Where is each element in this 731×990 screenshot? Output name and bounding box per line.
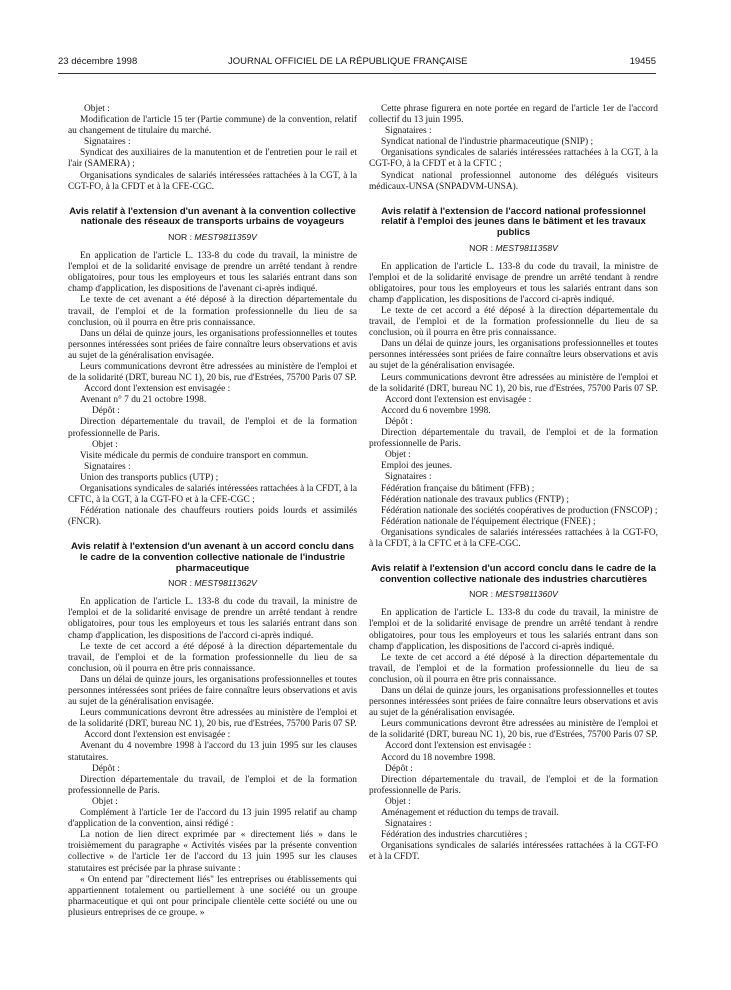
field-label: Dépôt :: [92, 406, 120, 417]
nor-reference: NOR : MEST9811359V: [168, 231, 257, 242]
field-label: Dépôt :: [92, 763, 120, 774]
intro-block: [68, 104, 357, 193]
paragraph: Leurs communications devront être adressées au ministère de l'emploi et de la solidarité (DRT, bureau NC 1), 20 bis, rue d'Estrées, 75700 Paris 07 SP.: [68, 361, 357, 384]
paragraph: Avenant n° 7 du 21 octobre 1998.: [80, 395, 207, 406]
field-label: Signataires :: [84, 137, 131, 148]
notice-body: [369, 608, 658, 863]
nor-reference: NOR : MEST9811360V: [469, 589, 558, 600]
paragraph: Le texte de cet avenant a été déposé à la direction départementale du travail, de l'emploi et de la formation professionnelle du lieu de sa conclusion, où il pourra en être pris connaissance.: [68, 295, 357, 328]
paragraph: Dans un délai de quinze jours, les organisations professionnelles et toutes personnes intéressées sont priées de faire connaître leurs observations et avis au sujet de la généralisation envisagée.: [369, 339, 658, 372]
field-label: Objet :: [92, 796, 118, 807]
paragraph: Fédération française du bâtiment (FFB) ;: [381, 483, 535, 494]
page-number: 19455: [629, 56, 656, 67]
paragraph: Dans un délai de quinze jours, les organisations professionnelles et toutes personnes intéressées sont priées de faire connaître leurs observations et avis au sujet de la généralisation envisagée.: [68, 674, 357, 708]
field-label: Signataires :: [385, 819, 432, 830]
paragraph: Cette phrase figurera en note portée en regard de l'article 1er de l'accord collectif du 13 juin 1995.: [369, 104, 658, 126]
field-label: Signataires :: [385, 472, 432, 483]
paragraph: Direction départementale du travail, de l'emploi et de la formation professionnelle de Paris.: [68, 774, 357, 796]
notice-title: Avis relatif à l'extension d'un avenant à la convention collective nationale des réseaux de transports urbains de voyageurs: [69, 205, 356, 228]
notice-body: [369, 262, 658, 550]
notice-body: [68, 597, 357, 919]
paragraph: Union des transports publics (UTP) ;: [80, 472, 219, 483]
paragraph: En application de l'article L. 133-8 du code du travail, la ministre de l'emploi et de la solidarité envisage de prendre un arrêté tendant à rendre obligatoires, pour tous les employeurs et tous les salariés entrant dans son champ d'application, les dispositions de l'accord ci-après indiqué.: [369, 261, 658, 305]
field-label: Objet :: [385, 450, 411, 461]
nor-reference: NOR : MEST9811362V: [168, 578, 257, 589]
paragraph: Le texte de cet accord a été déposé à la direction départementale du travail, de l'emploi et de la formation professionnelle du lieu de sa conclusion, où il pourra en être pris connaissance.: [369, 306, 658, 339]
field-label: Accord dont l'extension est envisagée :: [385, 741, 532, 752]
header-date: 23 décembre 1998: [58, 56, 138, 67]
paragraph: Organisations syndicales de salariés intéressées rattachées à la CGT, à la CGT-FO, à la CFDT et à la CFE-CGC.: [68, 170, 357, 192]
page-header: [58, 56, 656, 72]
paragraph: En application de l'article L. 133-8 du code du travail, la ministre de l'emploi et de la solidarité envisage de prendre un arrêté tendant à rendre obligatoires, pour tous les employeurs et tous les salariés entrant dans son champ d'application, les dispositions de l'avenant ci-après indiqué.: [68, 251, 357, 295]
notice-body: [68, 251, 357, 528]
nor-reference: NOR : MEST9811358V: [469, 242, 558, 253]
paragraph: Syndicat des auxiliaires de la manutention et de l'entretien pour le rail et l'air (SAMERA) ;: [68, 148, 357, 170]
paragraph: Fédération nationale des travaux publics (FNTP) ;: [381, 494, 569, 505]
notice-batiment: [369, 207, 658, 550]
paragraph: Leurs communications devront être adressées au ministère de l'emploi et de la solidarité (DRT, bureau NC 1), 20 bis, rue d'Estrées, 75700 Paris 07 SP.: [369, 372, 658, 394]
paragraph: Leurs communications devront être adressées au ministère de l'emploi et de la solidarité (DRT, bureau NC 1), 20 bis, rue d'Estrées, 75700 Paris 07 SP.: [68, 708, 357, 730]
paragraph: Fédération nationale des chauffeurs routiers poids lourds et assimilés (FNCR).: [68, 506, 357, 528]
notice-title: Avis relatif à l'extension de l'accord national professionnel relatif à l'emploi des jeunes dans le bâtiment et les travaux publics: [381, 205, 646, 238]
paragraph: Avenant du 4 novembre 1998 à l'accord du 13 juin 1995 sur les clauses statutaires.: [68, 741, 357, 763]
paragraph: Complément à l'article 1er de l'accord du 13 juin 1995 relatif au champ d'application de la convention, ainsi rédigé :: [68, 808, 357, 830]
paragraph: En application de l'article L. 133-8 du code du travail, la ministre de l'emploi et de la solidarité envisage de prendre un arrêté tendant à rendre obligatoires, pour tous les employeurs et tous les salariés entrant dans son champ d'application, les dispositions de l'accord ci-après indiqué.: [369, 608, 658, 652]
paragraph: Syndicat national de l'industrie pharmaceutique (SNIP) ;: [381, 137, 594, 148]
paragraph: Organisations syndicales de salariés intéressées rattachées à la CGT-FO et à la CFDT.: [369, 841, 658, 863]
paragraph: Direction départementale du travail, de l'emploi et de la formation professionnelle de Paris.: [369, 774, 658, 796]
notice-pharmaceutique: [68, 542, 357, 919]
paragraph: Le texte de cet accord a été déposé à la direction départementale du travail, de l'emploi et de la formation professionnelle du lieu de sa conclusion, où il pourra en être pris connaissance.: [369, 652, 658, 685]
field-label: Dépôt :: [385, 416, 413, 427]
field-label: Objet :: [92, 439, 118, 450]
paragraph: Organisations syndicales de salariés intéressées rattachées à la CGT, à la CGT-FO, à la CFDT et à la CFTC ;: [369, 148, 658, 170]
field-label: Objet :: [385, 796, 411, 807]
paragraph: Dans un délai de quinze jours, les organisations professionnelles et toutes personnes intéressées sont priées de faire connaître leurs observations et avis au sujet de la généralisation envisagée.: [68, 328, 357, 361]
field-label: Objet :: [84, 104, 110, 114]
paragraph: Le texte de cet accord a été déposé à la direction départementale du travail, de l'emploi et de la formation professionnelle du lieu de sa conclusion, où il pourra en être pris connaissance.: [68, 641, 357, 674]
paragraph: Modification de l'article 15 ter (Partie commune) de la convention, relatif au changement de titulaire du marché.: [68, 115, 357, 137]
header-rule: [58, 73, 656, 74]
notice-transports: [68, 207, 357, 529]
field-label: Accord dont l'extension est envisagée :: [385, 394, 532, 405]
field-label: Accord dont l'extension est envisagée :: [84, 384, 231, 395]
right-column: [369, 104, 658, 864]
paragraph: Fédération des industries charcutières ;: [381, 830, 528, 841]
field-label: Signataires :: [385, 126, 432, 137]
paragraph: Dans un délai de quinze jours, les organisations professionnelles et toutes personnes intéressées sont priées de faire connaître leurs observations et avis au sujet de la généralisation envisagée.: [369, 686, 658, 719]
paragraph: Direction départementale du travail, de l'emploi et de la formation professionnelle de Paris.: [369, 428, 658, 450]
field-label: Dépôt :: [385, 763, 413, 774]
paragraph: Direction départementale du travail, de l'emploi et de la formation professionnelle de Paris.: [68, 417, 357, 439]
paragraph: Organisations syndicales de salariés intéressées rattachées à la CGT-FO, à la CFDT, à la CFTC et à la CFE-CGC.: [369, 527, 658, 549]
field-label: Signataires :: [84, 461, 131, 472]
paragraph: Accord du 18 novembre 1998.: [381, 752, 496, 763]
paragraph: En application de l'article L. 133-8 du code du travail, la ministre de l'emploi et de la solidarité envisage de prendre un arrêté tendant à rendre obligatoires, pour tous les employeurs et tous les salariés entrant dans son champ d'application, les dispositions de l'accord ci-après indiqué.: [68, 597, 357, 641]
journal-title: JOURNAL OFFICIEL DE LA RÉPUBLIQUE FRANÇAISE: [228, 56, 468, 67]
paragraph: Leurs communications devront être adressées au ministère de l'emploi et de la solidarité (DRT, bureau NC 1), 20 bis, rue d'Estrées, 75700 Paris 07 SP.: [369, 719, 658, 741]
paragraph: Organisations syndicales de salariés intéressées rattachées à la CFDT, à la CFTC, à la CGT, à la CGT-FO et à la CFE-CGC ;: [68, 484, 357, 506]
continued-block: [369, 104, 658, 193]
paragraph: Emploi des jeunes.: [381, 461, 453, 472]
left-column: [68, 104, 357, 919]
paragraph: La notion de lien direct exprimée par « directement liés » dans le troisièmement du paragraphe « Activités visées par la présente convention collective » de l'article 1er de l'accord du 13 juin 1995 sur les clauses statutaires est précisée par la phrase suivante :: [68, 830, 357, 874]
paragraph: Syndicat national professionnel autonome des délégués visiteurs médicaux-UNSA (SNPADVM-UNSA).: [369, 170, 658, 192]
paragraph: Aménagement et réduction du temps de travail.: [381, 808, 559, 819]
notice-charcutieres: [369, 564, 658, 863]
paragraph: Fédération nationale de l'équipement électrique (FNEE) ;: [381, 516, 596, 527]
paragraph: Visite médicale du permis de conduire transport en commun.: [80, 450, 309, 461]
paragraph: « On entend par "directement liés" les entreprises ou établissements qui appartiennent totalement ou partiellement à une société ou un groupe pharmaceutique et qui ont pour principale clientèle cette société ou une ou plusieurs entreprises de ce groupe. »: [68, 874, 357, 918]
paragraph: Accord du 6 novembre 1998.: [381, 405, 491, 416]
notice-title: Avis relatif à l'extension d'un avenant à un accord conclu dans le cadre de la convention collective nationale de l'industrie pharmaceutique: [71, 541, 354, 574]
field-label: Accord dont l'extension est envisagée :: [84, 730, 231, 741]
paragraph: Fédération nationale des sociétés coopératives de production (FNSCOP) ;: [381, 505, 658, 516]
notice-title: Avis relatif à l'extension d'un accord conclu dans le cadre de la convention collective nationale des industries charcutières: [370, 563, 657, 585]
